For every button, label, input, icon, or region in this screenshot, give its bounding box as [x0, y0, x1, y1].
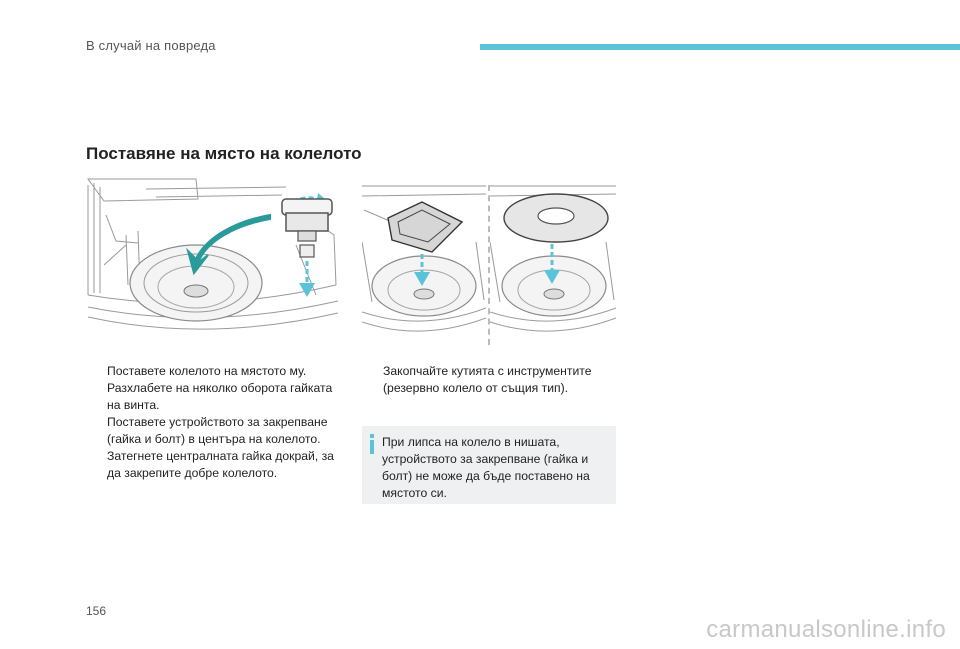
list-item: Затегнете централната гайка докрай, за да закрепите добре колелото.: [107, 449, 334, 480]
page-number: 156: [86, 604, 107, 618]
info-note-box: [362, 426, 616, 504]
info-note-text: При липса на колело в нишата, устройството за закрепване (гайка и болт) не може да бъде поставено на мястото си.: [382, 435, 590, 500]
header-section-title: В случай на повреда: [86, 38, 216, 53]
info-icon: [370, 434, 374, 454]
list-item: Разхлабете на няколко оборота гайката на винта.: [107, 381, 333, 412]
header-accent-bar: [480, 44, 960, 50]
steps-list-right: [362, 363, 624, 397]
list-item: Поставете колелото на мястото му.: [107, 364, 307, 378]
cover-into-wheel-icon: [490, 182, 616, 348]
watermark: carmanualsonline.info: [706, 616, 946, 643]
list-item: Закопчайте кутията с инструментите (резервно колело от същия тип).: [383, 364, 592, 395]
section-title: Поставяне на място на колелото: [86, 144, 362, 163]
toolbox-into-wheel-icon: [362, 182, 486, 348]
steps-list-left: [86, 363, 348, 482]
spare-wheel-in-trunk-icon: [86, 175, 340, 347]
figure-toolbox-install: [362, 182, 486, 348]
figure-spare-wheel-install: [86, 175, 340, 347]
list-item: Поставете устройството за закрепване (гайка и болт) в центъра на колелото.: [107, 415, 328, 446]
figure-cover-install: [490, 182, 616, 348]
